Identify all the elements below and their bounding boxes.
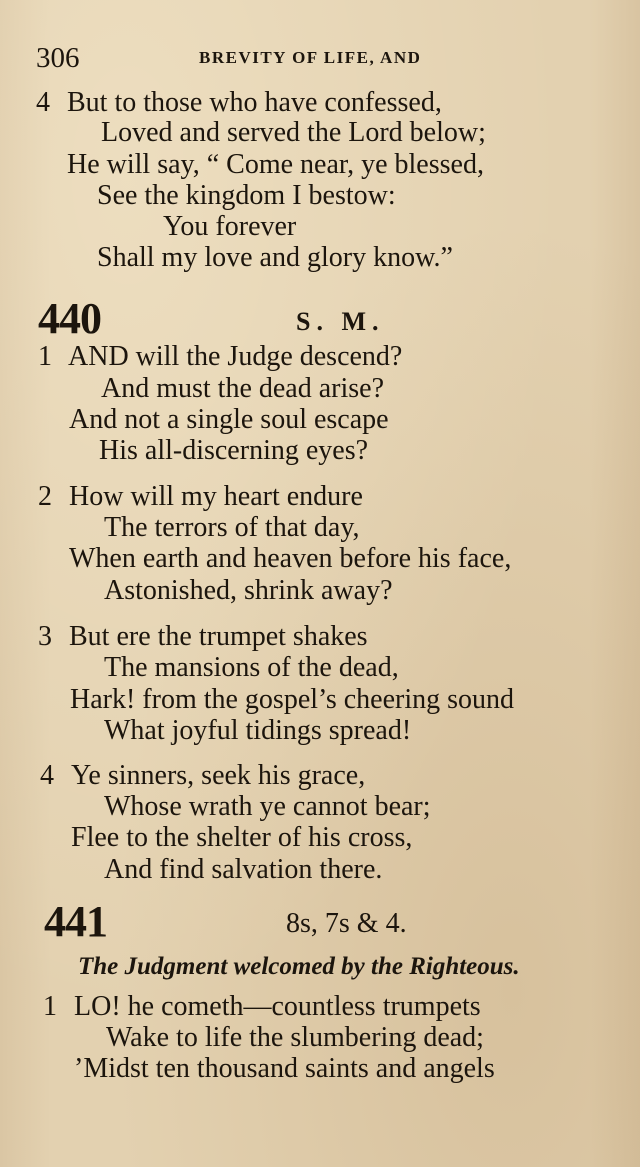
- verse-line: How will my heart endure: [69, 481, 363, 512]
- verse-line: His all-discerning eyes?: [99, 435, 369, 466]
- verse-number: 3: [38, 621, 52, 652]
- verse-line: Whose wrath ye cannot bear;: [104, 791, 431, 822]
- verse-line: Shall my love and glory know.”: [97, 242, 453, 273]
- hymn-number: 440: [38, 294, 101, 343]
- hymn-meter: S. M.: [296, 307, 385, 336]
- verse-line: When earth and heaven before his face,: [69, 543, 512, 574]
- verse-line: Loved and served the Lord below;: [101, 117, 486, 148]
- page-number: 306: [36, 42, 80, 74]
- verse-line: Astonished, shrink away?: [104, 575, 393, 606]
- running-head: [36, 40, 596, 76]
- verse-number: 4: [36, 87, 50, 118]
- running-title: BREVITY OF LIFE, AND: [199, 48, 422, 67]
- verse-line: What joyful tidings spread!: [104, 715, 412, 746]
- verse-line: AND will the Judge descend?: [68, 341, 403, 372]
- verse-line: But to those who have confessed,: [67, 87, 442, 118]
- hymn-number: 441: [44, 897, 107, 946]
- verse-line: And not a single soul escape: [69, 404, 389, 435]
- verse-line: ’Midst ten thousand saints and angels: [74, 1053, 495, 1084]
- verse-line: Ye sinners, seek his grace,: [71, 760, 366, 791]
- verse-line: You forever: [163, 211, 297, 242]
- verse-line: And find salvation there.: [104, 854, 383, 885]
- verse-line: Hark! from the gospel’s cheering sound: [70, 684, 514, 715]
- hymn-subtitle: The Judgment welcomed by the Righteous.: [78, 953, 520, 980]
- verse-line: The mansions of the dead,: [104, 652, 399, 683]
- verse-line: The terrors of that day,: [104, 512, 360, 543]
- verse-number: 4: [40, 760, 54, 791]
- verse-line: Flee to the shelter of his cross,: [71, 822, 413, 853]
- verse-line: But ere the trumpet shakes: [69, 621, 368, 652]
- verse-line: Wake to life the slumbering dead;: [106, 1022, 484, 1053]
- verse-line: He will say, “ Come near, ye blessed,: [67, 149, 484, 180]
- verse-number: 1: [38, 341, 52, 372]
- hymn-meter: 8s, 7s & 4.: [286, 908, 407, 939]
- verse-line: LO! he cometh—countless trumpets: [74, 991, 481, 1022]
- verse-line: And must the dead arise?: [101, 373, 385, 404]
- verse-line: See the kingdom I bestow:: [97, 180, 396, 211]
- verse-number: 2: [38, 481, 52, 512]
- verse-number: 1: [43, 991, 57, 1022]
